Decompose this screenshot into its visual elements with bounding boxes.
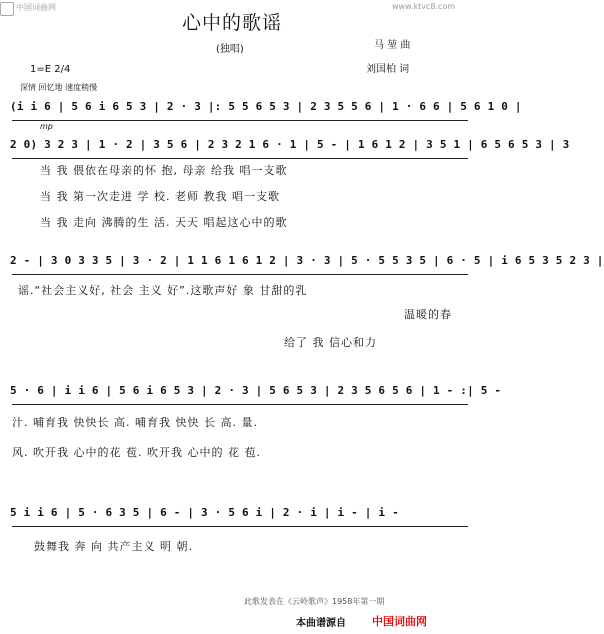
- lyrics-line-2b: 温暖的春: [404, 308, 452, 321]
- score-row-2: 2 0) 3 2 3 | 1 · 2 | 3 5 6 | 2 3 2 1 6 · 1 | 5 - | 1 6 1 2 | 3 5 1 | 6 5 6 5 3 | 3: [10, 138, 570, 151]
- song-title: 心中的歌谣: [182, 12, 283, 34]
- song-subtitle: (独唱): [216, 44, 244, 55]
- lyrics-final: 鼓舞我 奔 向 共产主义 明 朝.: [34, 540, 193, 553]
- lyrics-verse-3b: 风. 吹开我 心中的花 苞. 吹开我 心中的 花 苞.: [12, 446, 261, 459]
- beam-line: [12, 404, 468, 405]
- dynamic-mark: mp: [40, 122, 53, 131]
- lyricist-credit: 刘国柏 词: [366, 64, 410, 75]
- lyrics-verse-3a: 汁. 哺育我 快快长 高. 哺育我 快快 长 高. 量.: [12, 416, 258, 429]
- beam-line: [12, 120, 468, 121]
- beam-line: [12, 526, 468, 527]
- key-signature: 1=E 2/4: [30, 64, 71, 75]
- score-row-4: 5 · 6 | i i 6 | 5 6 i 6 5 3 | 2 · 3 | 5 6 5 3 | 2 3 5 6 5 6 | 1 - :| 5 -: [10, 384, 502, 397]
- beam-line: [12, 158, 468, 159]
- score-row-5: 5 i i 6 | 5 · 6 3 5 | 6 - | 3 · 5 6 i | 2 · i | i - | i -: [10, 506, 399, 519]
- lyrics-verse-3: 当 我 走向 沸腾的生 活. 天天 唱起这心中的歌: [40, 216, 288, 229]
- score-row-1: (i i 6 | 5 6 i 6 5 3 | 2 · 3 |: 5 5 6 5 3 | 2 3 5 5 6 | 1 · 6 6 | 5 6 1 0 |: [10, 100, 522, 113]
- lyrics-line-2c: 给了 我 信心和力: [284, 336, 377, 349]
- tempo-marking: 深情 回忆地 速度稍慢: [20, 83, 98, 92]
- score-row-3: 2 - | 3 0 3 3 5 | 3 · 2 | 1 1 6 1 6 1 2 | 3 · 3 | 5 · 5 5 3 5 | 6 · 5 | i 6 5 3 5 2 3 |: [10, 254, 604, 267]
- lyrics-line-2a: 谣.“社会主义好, 社会 主义 好”.这歌声好 象 甘甜的乳: [18, 284, 308, 297]
- watermark-left: 中国词曲网: [16, 3, 56, 12]
- footer-site-link[interactable]: 中国词曲网: [372, 615, 427, 628]
- beam-line: [12, 274, 468, 275]
- watermark-right: www.ktvc8.com: [392, 2, 456, 11]
- lyrics-verse-1: 当 我 偎依在母亲的怀 抱, 母亲 给我 唱一支歌: [40, 164, 288, 177]
- composer-credit: 马 堃 曲: [374, 40, 411, 51]
- lyrics-verse-2: 当 我 第一次走进 学 校. 老师 教我 唱一支歌: [40, 190, 280, 203]
- source-note: 此歌发表在《云岭歌声》1958年第一期: [244, 597, 385, 606]
- site-logo-icon: [0, 2, 14, 16]
- footer-origin: 本曲谱源自: [296, 618, 346, 629]
